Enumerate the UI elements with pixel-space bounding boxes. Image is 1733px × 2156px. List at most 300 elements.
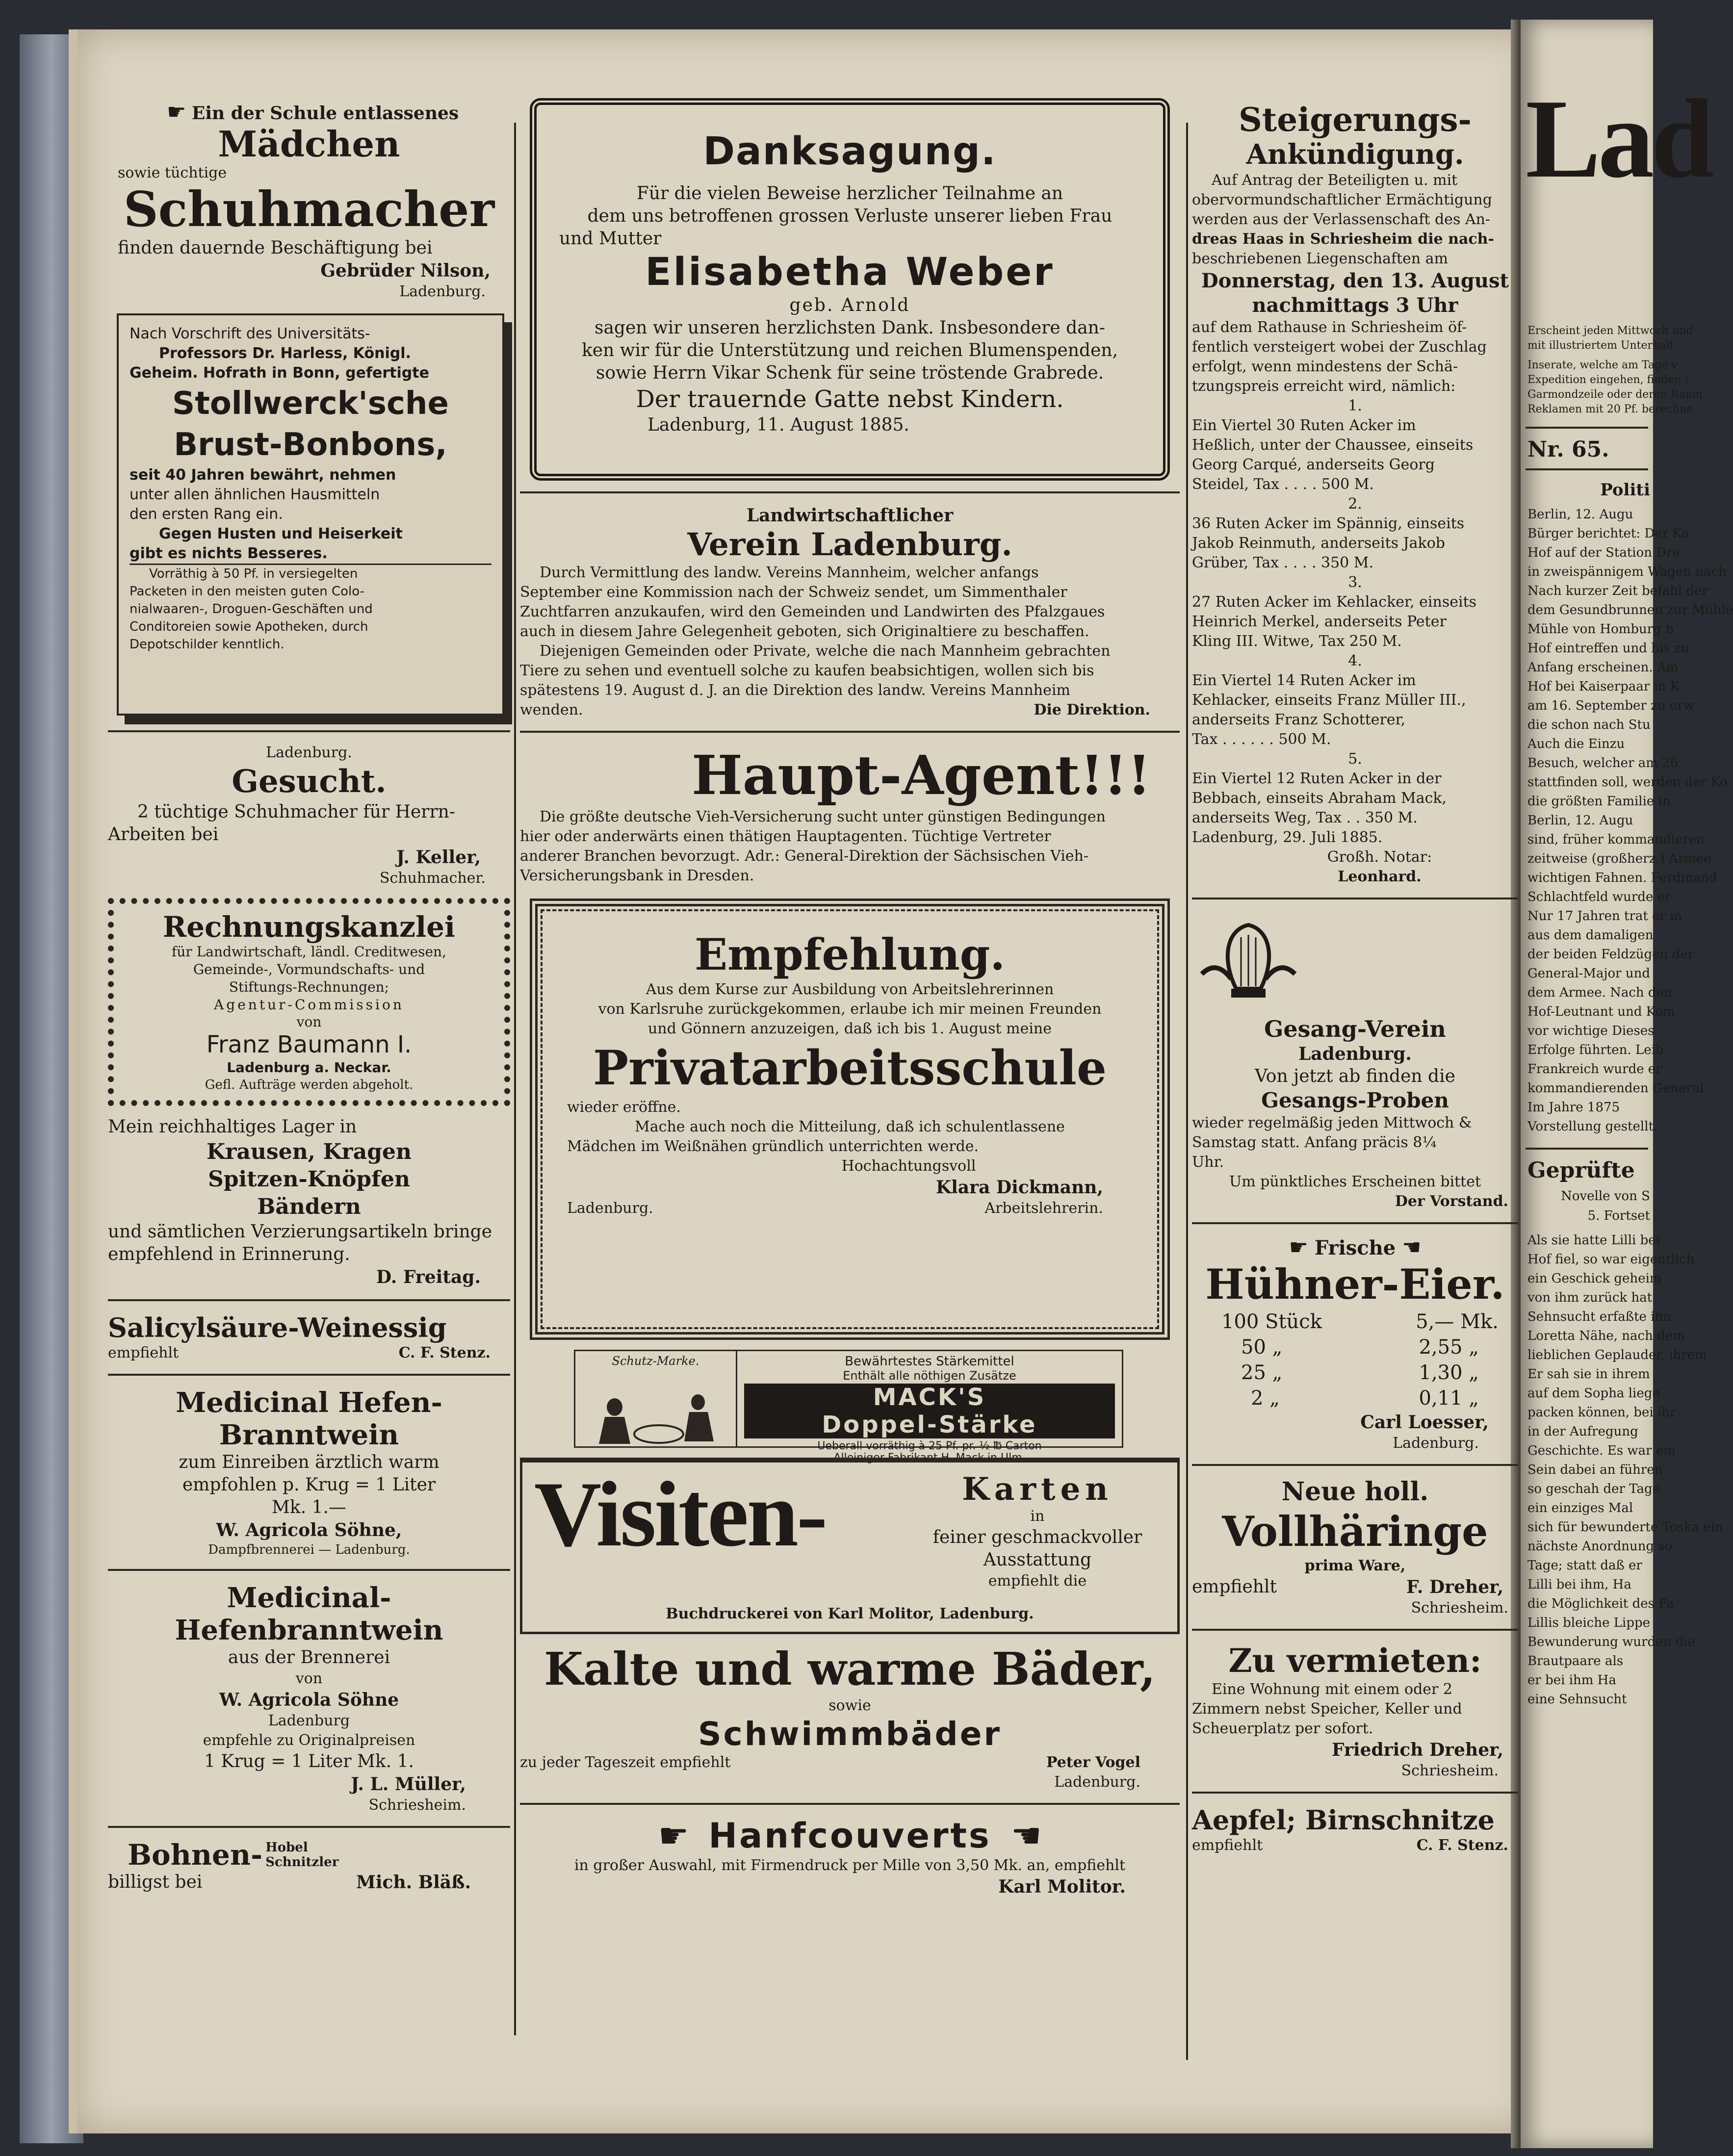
aepfel-title: Aepfel; Birnschnitze [1192,1804,1495,1836]
steig-item-line: Kling III. Witwe, Tax 250 M. [1192,633,1402,650]
empf-text2: von Karlsruhe zurückgekommen, erlaube ich mir meinen Freunden [598,1001,1102,1018]
med2-title2: Hefenbranntwein [175,1614,443,1646]
med2-line4: empfehle zu Originalpreisen [203,1732,415,1749]
p2-story-line: ein Geschick geheim [1527,1271,1662,1286]
dank-text5: ken wir für die Unterstützung und reichen Blumenspenden, [581,340,1118,360]
eier-price: 2,55 „ [1419,1336,1479,1359]
eier-qty: 50 „ [1241,1336,1283,1359]
freitag-line6: empfehlend in Erinnerung. [108,1244,350,1264]
ad-gesang-verein [1192,907,1518,1214]
steig-item-line: Heßlich, unter der Chaussee, einseits [1192,436,1474,454]
p2-news-line: Erfolge führten. Leib [1527,1043,1664,1057]
p2-news-line: Hof bei Kaiserpaar in K [1527,679,1680,694]
gesucht-trade: Schuhmacher. [379,870,486,887]
steig-item [1192,749,1518,828]
steig-item-line: Kehlacker, einseits Franz Müller III., [1192,692,1466,709]
p2-news-line: zeitweise (großherz.) Armee [1527,851,1711,866]
haer-left: empfiehlt [1192,1577,1277,1597]
p2-story-line: Er sah sie in ihrem [1527,1367,1650,1382]
rech-title: Rechnungskanzlei [162,910,456,944]
p2-rule [1526,468,1648,470]
eier-price-row [1192,1309,1518,1335]
p2-line4: Expedition eingehen, finden i [1527,374,1688,386]
eier-price-row [1192,1360,1518,1386]
visit-line4: empfiehlt die [988,1572,1087,1590]
verein-text8: wenden. [520,701,583,719]
ad-landw-verein [520,501,1180,723]
steig-item-line: Georg Carqué, anderseits Georg [1192,456,1435,473]
stoll-title2: Brust-Bonbons, [174,427,447,463]
pointing-hand-icon: ☛ [1401,1235,1422,1260]
mack-brand2: Doppel-Stärke [744,1411,1115,1438]
visit-line2: feiner geschmackvoller [932,1527,1142,1547]
steig-item-line: Heinrich Merkel, anderseits Peter [1192,613,1447,630]
empf-trade: Arbeitslehrerin. [984,1200,1103,1217]
column-right [1192,98,1518,1858]
eier-qty: 2 „ [1251,1387,1280,1410]
p2-story-line: Tage; statt daß er [1527,1558,1642,1573]
steig-item-line: anderseits Franz Schotterer, [1192,711,1406,728]
p2-story-line: Brautpaare als [1527,1654,1624,1668]
p2-news-line: Berlin, 12. Augu [1527,507,1633,522]
p2-news-line: General-Major und [1527,966,1650,981]
steig-item [1192,494,1518,573]
empf-title: Empfehlung. [694,929,1006,980]
divider [108,1374,510,1376]
verm-name: Friedrich Dreher, [1332,1740,1503,1760]
ad-vollhaeringe [1192,1474,1518,1621]
freitag-line1: Mein reichhaltiges Lager in [108,1117,357,1137]
steig-title2: Ankündigung. [1246,138,1464,171]
baeder-sowie: sowie [828,1697,871,1714]
agent-text2: hier oder anderwärts einen thätigen Hauptagenten. Tüchtige Vertreter [520,828,1051,845]
gesucht-text2: Arbeiten bei [108,824,219,845]
eier-name: Carl Loesser, [1360,1412,1489,1433]
baeder-place: Ladenburg. [1054,1773,1140,1791]
ad1-title2: Schuhmacher [123,181,495,238]
steig-text9: tzungspreis erreicht wird, nämlich: [1192,378,1456,395]
stoll-line13: Depotschilder kenntlich. [129,637,285,652]
steig-item-number: 3. [1348,574,1362,591]
steig-item [1192,651,1518,749]
steig-item-line: 36 Ruten Acker im Spännig, einseits [1192,515,1465,532]
haer-name: F. Dreher, [1406,1577,1503,1597]
p2-story-line: in der Aufregung [1527,1424,1638,1439]
gesucht-title: Gesucht. [232,763,387,800]
empf-text4: wieder eröffne. [567,1099,681,1116]
divider [520,1803,1180,1805]
p2-news-line: wichtigen Fahnen. Ferdinand [1527,871,1717,885]
divider [108,1826,510,1828]
p2-gepruefte: Geprüfte [1527,1158,1635,1183]
ad-huehner-eier [1192,1232,1518,1456]
steig-title1: Steigerungs- [1239,101,1472,139]
dank-text2: dem uns betroffenen grossen Verluste unserer lieben Frau [587,206,1112,226]
stoll-line4: seit 40 Jahren bewährt, nehmen [129,466,396,484]
rech-line3: Stiftungs-Rechnungen; [229,979,389,995]
rech-line4: Agentur-Commission [214,997,404,1013]
ad-freitag [108,1113,510,1291]
salicyl-title: Salicylsäure-Weinessig [108,1312,447,1343]
p2-line3: Inserate, welche am Tage v [1527,359,1678,371]
steig-sign2: Leonhard. [1338,868,1422,885]
salicyl-left: empfiehlt [108,1344,179,1361]
divider [108,1569,510,1571]
bohnen-sub2: Schnitzler [265,1855,339,1870]
steig-item-line: Grüber, Tax . . . . 350 M. [1192,554,1374,571]
med1-line1: zum Einreiben ärztlich warm [179,1452,440,1472]
dank-text1: Für die vielen Beweise herzlicher Teilnahme an [636,183,1063,204]
baeder-left: zu jeder Tageszeit empfiehlt [520,1754,731,1771]
p2-news-line: dem Armee. Nach den [1527,985,1672,1000]
gesang-line6: Um pünktliches Erscheinen bittet [1229,1173,1481,1190]
ad-aepfel [1192,1801,1518,1858]
verein-text2: September eine Kommission nach der Schweiz sendet, um Simmenthaler [520,584,1067,601]
verein-text7: spätestens 19. August d. J. an die Direktion des landw. Vereins Mannheim [520,682,1070,699]
ad1-text: finden dauernde Beschäftigung bei [118,238,433,258]
lyre-icon [1192,915,1305,1008]
steig-text6: auf dem Rathause in Schriesheim öf- [1192,319,1467,336]
p2-fort: 5. Fortset [1587,1208,1650,1223]
steig-text5: beschriebenen Liegenschaften am [1192,250,1448,267]
med1-firm: W. Agricola Söhne, [216,1520,402,1540]
steig-date2: Ladenburg, 29. Juli 1885. [1192,829,1383,846]
empf-text1: Aus dem Kurse zur Ausbildung von Arbeitslehrerinnen [646,981,1054,998]
visit-line1: in [1030,1508,1045,1525]
steig-item-line: Bebbach, einseits Abraham Mack, [1192,790,1447,807]
ad-medicinal-1 [108,1384,510,1561]
ad-hanfcouverts [520,1813,1180,1901]
gesang-line5: Uhr. [1192,1154,1224,1171]
p2-news-line: Anfang erscheinen. Am [1527,660,1679,675]
eier-qty: 25 „ [1241,1361,1283,1384]
verein-text4: auch in diesem Jahre Gelegenheit geboten, sich Originaltiere zu beschaffen. [520,623,1089,640]
eier-title: Hühner-Eier. [1205,1260,1505,1309]
steig-item-line: Tax . . . . . . 500 M. [1192,731,1331,748]
salicyl-name: C. F. Stenz. [398,1344,491,1361]
divider [108,1299,510,1301]
med2-name: J. L. Müller, [351,1774,466,1795]
agent-text4: Versicherungsbank in Dresden. [520,867,754,884]
p2-story-line: lieblichen Geplauder, ihrem [1527,1348,1707,1362]
p2-news-line: Hof eintreffen und bis zu [1527,641,1689,656]
gesucht-place: Ladenburg. [266,744,352,761]
p2-news-line: die schon nach Stu [1527,718,1651,732]
gesang-line3: wieder regelmäßig jeden Mittwoch & [1192,1114,1472,1131]
gesang-sign: Der Vorstand. [1395,1193,1508,1210]
steig-item [1192,573,1518,651]
p2-news-line: Nach kurzer Zeit befahl der [1527,584,1708,598]
stoll-line12: Conditoreien sowie Apotheken, durch [129,619,368,634]
ad-macks-staerke [574,1350,1123,1464]
steig-item-line: Ein Viertel 12 Ruten Acker in der [1192,770,1442,787]
empf-text7: Hochachtungsvoll [841,1157,976,1175]
p2-news-line: Berlin, 12. Augu [1527,813,1633,828]
p2-news-line: in zweispännigem Wagen nach [1527,565,1727,579]
ad-salicyl [108,1309,510,1366]
freitag-line2: Krausen, Kragen [207,1139,412,1164]
ad-empfehlung [530,898,1170,1340]
gesucht-name: J. Keller, [396,847,481,868]
rech-name: Franz Baumann I. [206,1031,412,1058]
p2-news-line: am 16. September zu erw [1527,698,1694,713]
pointing-hand-icon: ☛ [658,1816,689,1856]
eier-price: 1,30 „ [1419,1361,1479,1384]
steig-item-line: 27 Ruten Acker im Kehlacker, einseits [1192,593,1477,611]
steig-item [1192,396,1518,494]
steig-item-line: Steidel, Tax . . . . 500 M. [1192,476,1374,493]
mack-line2: Enthält alle nöthigen Zusätze [843,1369,1016,1383]
dank-text3: und Mutter [559,229,662,249]
ad-visitenkarten [520,1458,1180,1634]
dank-text6: sowie Herrn Vikar Schenk für seine tröstende Grabrede. [595,363,1104,383]
bohnen-title: Bohnen- [128,1838,263,1872]
p2-story-line: so geschah der Tage [1527,1482,1660,1496]
rech-line6: Gefl. Aufträge werden abgeholt. [205,1078,414,1092]
steig-text1: Auf Antrag der Beteiligten u. mit [1212,172,1458,189]
p2-news-line: stattfinden soll, werden der Ko [1527,775,1728,790]
hanf-name: Karl Molitor. [998,1876,1126,1897]
steig-text2: obervormundschaftlicher Ermächtigung [1192,191,1492,208]
p2-news-line: Vorstellung gestellt. [1527,1119,1658,1134]
p2-story-line: die Möglichkeit des Fa [1527,1596,1675,1611]
stoll-line8: gibt es nichts Besseres. [129,544,491,565]
agent-text1: Die größte deutsche Vieh-Versicherung sucht unter günstigen Bedingungen [540,808,1106,825]
verein-text1: Durch Vermittlung des landw. Vereins Mannheim, welcher anfangs [540,564,1039,581]
p2-news-line: aus dem damaligen [1527,928,1654,943]
steig-time: nachmittags 3 Uhr [1252,294,1458,317]
p2-line2: mit illustriertem Unterhalt [1527,339,1674,352]
p2-news-line: Nur 17 Jahren trat er in [1527,909,1682,924]
ad-medicinal-2 [108,1579,510,1818]
p2-novelle: Novelle von S [1561,1189,1650,1204]
p2-rule [1526,1148,1648,1150]
p2-story-line: ein einziges Mal [1527,1501,1633,1515]
hanf-title: Hanfcouverts [708,1816,991,1856]
rech-line1: für Landwirtschaft, ländl. Creditwesen, [172,944,446,960]
agent-title: Haupt-Agent!!! [692,744,1151,807]
verm-text3: Scheuerplatz per sofort. [1192,1720,1373,1737]
column-middle [520,98,1180,1901]
steig-item-number: 1. [1348,397,1362,414]
p2-masthead: Lad [1526,76,1711,201]
stoll-line10: Packeten in den meisten guten Colo- [129,584,365,599]
mack-line4: Alleiniger Fabrikant H. Mack in Ulm. [833,1452,1026,1464]
med1-title2: Branntwein [219,1419,399,1451]
p2-story-line: er bei ihm Ha [1527,1673,1616,1688]
stoll-line11: nialwaaren-, Droguen-Geschäften und [129,602,373,616]
next-page [1521,20,1733,2148]
steig-item-line: Jakob Reinmuth, anderseits Jakob [1192,535,1445,552]
p2-line5: Garmondzeile oder deren Raum [1527,388,1703,401]
ad1-title: Mädchen [218,123,400,165]
divider [1192,1792,1518,1794]
p2-news-line: Hof auf der Station Dre [1527,545,1680,560]
p2-nr: Nr. 65. [1527,437,1609,462]
p2-line6: Reklamen mit 20 Pf. berechne [1527,403,1693,415]
stoll-line5: unter allen ähnlichen Hausmitteln [129,486,380,503]
gesang-title1: Gesang-Verein [1264,1016,1446,1042]
p2-news-line: Mühle von Homburg b [1527,622,1674,637]
pointing-hand-icon: ☛ [167,100,186,125]
steig-item-number: 4. [1348,652,1362,669]
haer-line1: Neue holl. [1281,1477,1429,1507]
steig-text3: werden aus der Verlassenschaft des An- [1192,211,1491,228]
verm-text1: Eine Wohnung mit einem oder 2 [1212,1681,1453,1698]
pointing-hand-icon: ☛ [1289,1235,1309,1260]
aepfel-name: C. F. Stenz. [1416,1837,1508,1854]
p2-news-line: vor wichtige Dieses [1527,1024,1655,1038]
rech-line2: Gemeinde-, Vormundschafts- und [193,961,425,977]
steig-date: Donnerstag, den 13. August [1201,269,1509,292]
verein-head2: Verein Ladenburg. [687,526,1012,563]
divider [520,731,1180,733]
baeder-title: Kalte und warme Bäder, [544,1643,1156,1695]
gesucht-text1: 2 tüchtige Schuhmacher für Herrn- [137,802,456,822]
p2-news-line: Frankreich wurde er [1527,1062,1662,1077]
med2-place: Schriesheim. [368,1797,466,1814]
eier-price-row [1192,1386,1518,1411]
p2-story-line: Sein dabei an führen [1527,1463,1663,1477]
verm-title: Zu vermieten: [1228,1642,1482,1680]
ad1-sowie: sowie tüchtige [118,164,227,181]
ad-rechnungskanzlei [108,898,510,1106]
divider [520,491,1180,493]
aepfel-left: empfiehlt [1192,1837,1263,1854]
steig-sign1: Großh. Notar: [1327,848,1432,866]
verein-text6: Tiere zu sehen und eventuell solche zu kaufen beabsichtigen, wollen sich bis [520,662,1094,679]
eier-place: Ladenburg. [1393,1435,1479,1452]
steig-item-line: anderseits Weg, Tax . . 350 M. [1192,809,1418,826]
eier-price: 0,11 „ [1419,1387,1479,1410]
p2-rule [1526,427,1648,429]
p2-news-line: der beiden Feldzügen der [1527,947,1694,962]
med1-line3: Mk. 1.— [272,1497,346,1517]
freitag-line4: Bändern [257,1194,361,1219]
divider [1192,1222,1518,1224]
med2-line5: 1 Krug = 1 Liter Mk. 1. [204,1751,414,1771]
bohnen-left: billigst bei [108,1872,203,1892]
p2-news-line: Bürger berichtet: Der Ko [1527,526,1689,541]
haer-line2: prima Ware, [1304,1557,1406,1574]
med1-line4: Dampfbrennerei — Ladenburg. [208,1542,410,1557]
freitag-name: D. Freitag. [376,1267,481,1287]
p2-story-line: Geschichte. Es war ein [1527,1443,1676,1458]
ad-haupt-agent [520,741,1180,889]
ad-gesucht [108,740,510,891]
p2-story-line: sich für bewunderte Toska ein [1527,1520,1723,1535]
freitag-line3: Spitzen-Knöpfen [207,1167,411,1192]
mack-line1: Bewährtestes Stärkemittel [845,1354,1014,1369]
steig-item-line: Ein Viertel 14 Ruten Acker im [1192,672,1416,689]
p2-story-line: Loretta Nähe, nach dem [1527,1329,1685,1343]
gesang-line2: Gesangs-Proben [1261,1088,1449,1112]
stoll-line3: Geheim. Hofrath in Bonn, gefertigte [129,364,429,382]
med2-line3: Ladenburg [268,1712,350,1729]
ad-stollwerck [117,313,504,716]
baeder-name: Peter Vogel [1046,1754,1140,1771]
visit-line3: Ausstattung [983,1550,1092,1570]
p2-news-line: Besuch, welcher am 26. [1527,756,1682,770]
verein-sign: Die Direktion. [1034,701,1150,719]
p2-story-line: packen können, bei ihr [1527,1405,1676,1420]
stoll-line1: Nach Vorschrift des Universitäts- [129,325,370,342]
divider [1192,1629,1518,1631]
visit-line5: Buchdruckerei von Karl Molitor, Ladenburg. [666,1605,1034,1622]
rech-line5: von [296,1014,322,1030]
steig-text7: fentlich versteigert wobei der Zuschlag [1192,338,1487,356]
verein-text5: Diejenigen Gemeinden oder Private, welche die nach Mannheim gebrachten [540,642,1111,660]
pointing-hand-icon: ☛ [1010,1816,1042,1856]
p2-news-line: Schlachtfeld wurde er [1527,890,1671,904]
agent-text3: anderer Branchen bevorzugt. Adr.: General-Direktion der Sächsischen Vieh- [520,847,1089,865]
stoll-line7: Gegen Husten und Heiserkeit [159,525,403,542]
p2-news-line: sind, früher kommandieren [1527,832,1705,847]
p2-story-line: Lillis bleiche Lippe [1527,1616,1651,1630]
verm-place: Schriesheim. [1401,1762,1499,1779]
gesang-line4: Samstag statt. Anfang präcis 8¼ [1192,1134,1437,1151]
mack-trademark [575,1351,737,1446]
visit-karten: Karten [962,1471,1113,1508]
med2-title1: Medicinal- [227,1582,391,1614]
gesang-line1: Von jetzt ab finden die [1255,1066,1455,1086]
divider [1192,898,1518,899]
p2-story-line: von ihm zurück hat [1527,1290,1653,1305]
verein-head1: Landwirtschaftlicher [746,505,954,526]
ad-bohnen [108,1836,510,1897]
steig-text8: erfolgt, wenn mindestens der Schä- [1192,358,1458,375]
ad1-line1: Ein der Schule entlassenes [191,103,459,124]
ad1-firm: Gebrüder Nilson, [320,260,491,281]
med2-line1: aus der Brennerei [228,1647,390,1668]
bohnen-name: Mich. Bläß. [356,1872,471,1893]
p2-news-line: dem Gesundbrunnen zur Mühle [1527,603,1733,617]
column-rule-right [1186,123,1188,2060]
gesang-title2: Ladenburg. [1298,1044,1412,1064]
steig-text4: dreas Haas in Schriesheim die nach- [1192,231,1494,248]
stoll-line2: Professors Dr. Harless, Königl. [159,345,411,362]
steig-item-number: 5. [1348,750,1362,768]
ad-maedchen-schuhmacher [108,98,510,305]
mack-text [737,1351,1122,1464]
empf-text3: und Gönnern anzuzeigen, daß ich bis 1. August meine [647,1020,1052,1037]
empf-name: Klara Dickmann, [935,1177,1103,1198]
med1-title1: Medicinal Hefen- [176,1386,442,1419]
washerwoman-illustration [575,1368,732,1446]
freitag-line5: und sämtlichen Verzierungsartikeln bringe [108,1222,492,1242]
ad-zu-vermieten [1192,1639,1518,1784]
p2-polit: Politi [1600,480,1650,500]
p2-story-line: Sehnsucht erfaßte ihn [1527,1309,1672,1324]
haer-title: Vollhäringe [1222,1507,1488,1556]
steig-item-number: 2. [1348,495,1362,513]
stoll-title1: Stollwerck'sche [172,385,449,422]
med1-line2: empfohlen p. Krug = 1 Liter [182,1475,436,1495]
eier-frische: Frische [1314,1236,1396,1259]
baeder-title2: Schwimmbäder [698,1715,1002,1753]
med2-line2: von [295,1670,323,1687]
empf-text6: Mädchen im Weißnähen gründlich unterrichten werde. [567,1138,979,1155]
column-left [108,98,510,1897]
column-rule-left [514,123,516,2035]
empf-title2: Privatarbeitsschule [593,1040,1107,1096]
empf-text5: Mache auch noch die Mitteilung, daß ich schulentlassene [635,1118,1065,1135]
steig-item-line: Ein Viertel 30 Ruten Acker im [1192,417,1416,434]
dank-date: Ladenburg, 11. August 1885. [647,415,909,435]
eier-price: 5,— Mk. [1416,1310,1499,1333]
p2-story-line: auf dem Sopha liege [1527,1386,1660,1401]
p2-news-line: Auch die Einzu [1527,737,1625,751]
